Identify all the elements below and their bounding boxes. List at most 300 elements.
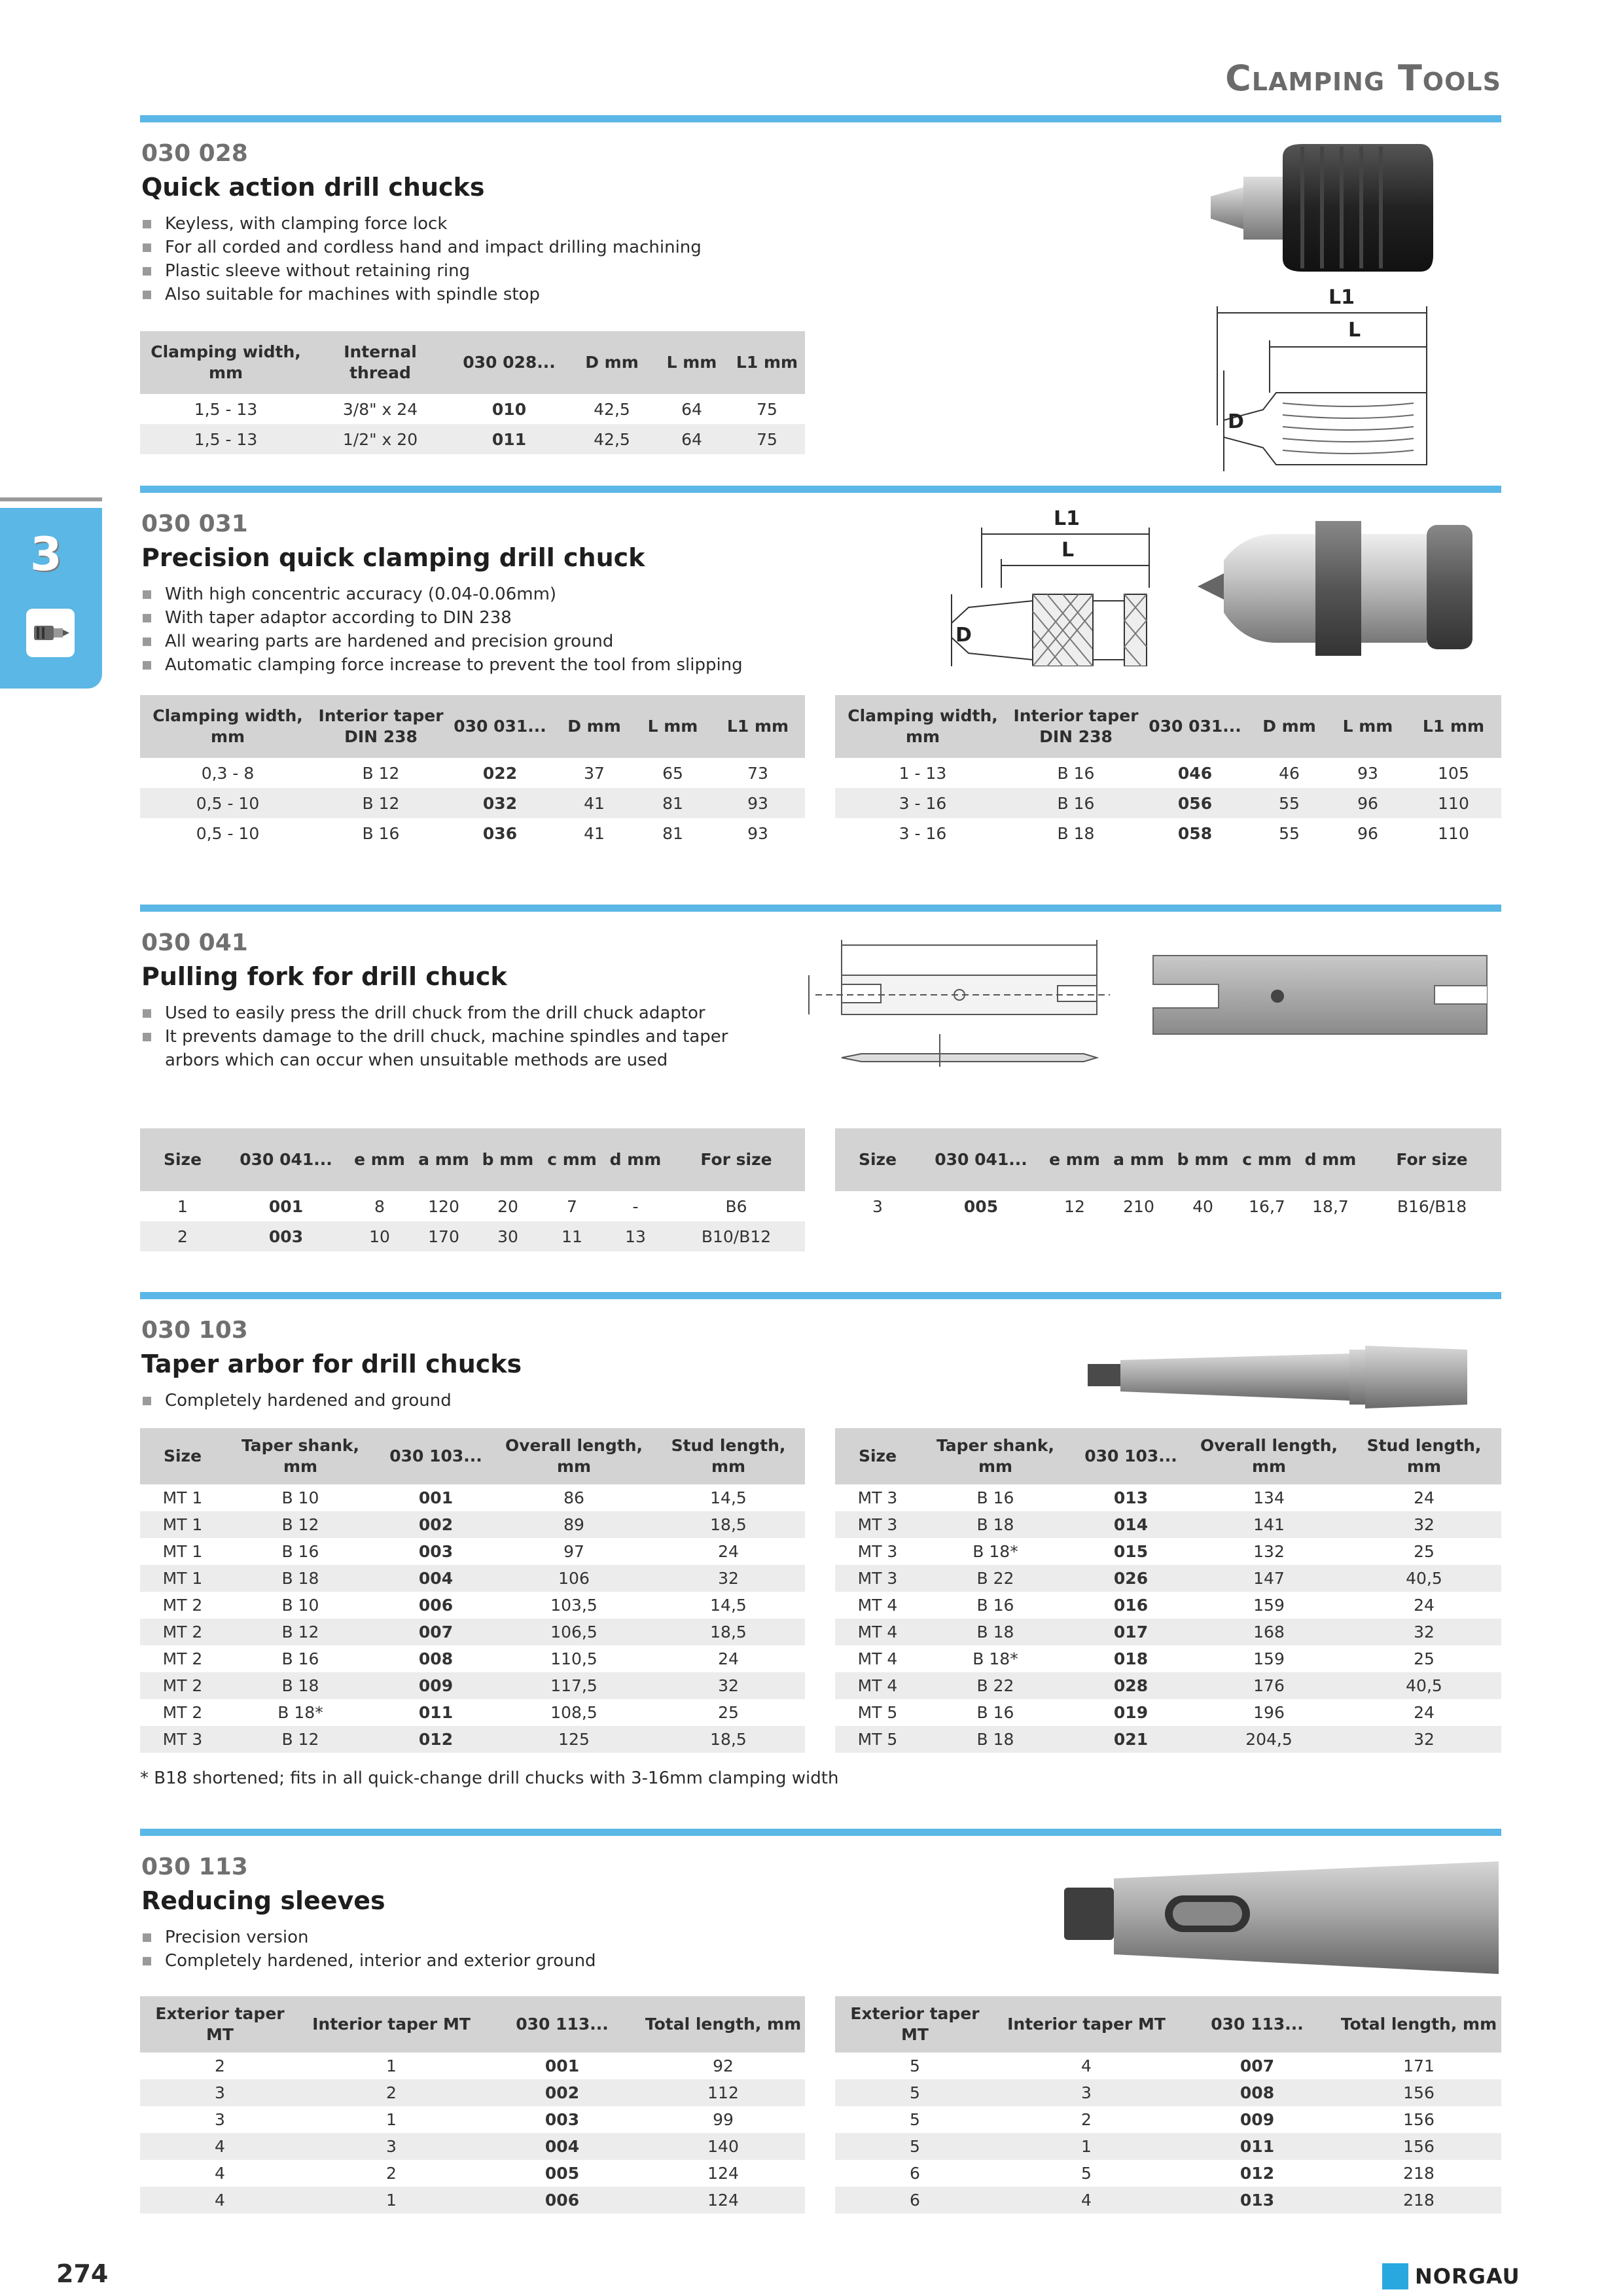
cell: 196 [1253,1703,1285,1722]
cell: 159 [1253,1596,1285,1615]
col-header: Size [140,1428,225,1484]
cell: 25 [718,1703,739,1722]
col-header: L mm [1330,695,1406,758]
cell: 89 [496,1511,652,1538]
col-header: Size [140,1128,225,1191]
article-number: 046 [1177,763,1213,783]
cell: 106,5 [496,1619,652,1645]
cell: 2 [386,2164,397,2183]
cell: 110,5 [550,1649,597,1668]
cell: - [632,1196,639,1216]
col-header: e mm [1042,1128,1107,1191]
cell: 32 [1347,1619,1501,1645]
article-code-028: 030 028 [141,140,248,167]
cell: 5 [1081,2164,1092,2183]
table-row [140,788,805,818]
table-row [140,758,805,788]
cell: B 16 [281,1649,319,1668]
cell: B16/B18 [1397,1196,1467,1216]
cell: 18,5 [652,1726,805,1753]
cell: 55 [1279,823,1300,843]
cell: 40,5 [1347,1565,1501,1592]
taper-arbor-photo [1081,1340,1474,1412]
article-number: 009 [376,1672,496,1699]
cell: 0,5 - 10 [196,823,260,843]
article-code-103: 030 103 [141,1317,248,1344]
article-number: 032 [446,788,554,818]
article-number: 019 [1113,1703,1149,1722]
col-header: Clamping width, mm [140,695,315,758]
article-number: 010 [491,399,527,419]
dim-label-d: D [1228,410,1244,433]
col-header: 030 028... [449,331,569,394]
feature-item: Completely hardened and ground [141,1389,452,1412]
table-row [140,1511,805,1538]
col-header: Size [835,1128,920,1191]
table-row [140,1592,805,1619]
feature-list-031 [141,583,743,677]
article-number: 001 [268,1196,304,1216]
side-tab-divider [0,497,102,501]
feature-item: With taper adaptor according to DIN 238 [141,606,743,630]
col-header: Size [835,1428,920,1484]
table-row [835,1619,1501,1645]
col-header: b mm [475,1128,541,1191]
table-row [835,1592,1501,1619]
cell: B 16 [976,1703,1014,1722]
cell: 1 [177,1196,188,1216]
cell: 1,5 - 13 [140,424,312,454]
col-header: Internal thread [312,331,449,394]
cell: B 18* [972,1649,1018,1668]
spec-table-028 [140,331,805,454]
cell: 81 [662,823,683,843]
cell: 4 [215,2164,225,2183]
col-header: Interior taper MT [995,1996,1178,2053]
article-title-113: Reducing sleeves [141,1886,385,1915]
table-row [835,2106,1501,2133]
cell: 120 [428,1196,459,1216]
article-number: 022 [482,763,518,783]
article-number: 058 [1177,823,1213,843]
article-number: 009 [1240,2110,1275,2129]
table-row [835,758,1501,788]
col-header: 030 041... [225,1128,347,1191]
article-title-028: Quick action drill chucks [141,173,485,202]
cell: 40 [1192,1196,1213,1216]
chapter-number: 3 [30,528,62,581]
table-row [140,2053,805,2079]
spec-table-103-left [140,1428,805,1753]
cell: 0,3 - 8 [201,763,255,783]
article-number: 008 [418,1649,454,1668]
col-header: For size [668,1128,805,1191]
cell: 125 [496,1726,652,1753]
table-row [140,1191,805,1221]
table-row [835,1565,1501,1592]
cell: 124 [641,2187,805,2214]
cell: MT 2 [162,1649,203,1668]
cell: 2 [1081,2110,1092,2129]
cell: B 18 [225,1565,376,1592]
cell: 75 [729,424,805,454]
cell: 140 [641,2133,805,2160]
col-header: Taper shank, mm [225,1428,376,1484]
cell: 168 [1191,1619,1347,1645]
cell: 32 [652,1565,805,1592]
page-header-title: Clamping Tools [1225,58,1501,99]
cell: 103,5 [550,1596,597,1615]
table-row [835,1672,1501,1699]
cell: 156 [1336,2133,1501,2160]
cell: 42,5 [569,424,654,454]
cell: 2 [300,2079,483,2106]
cell: 3 - 16 [899,823,947,843]
reducing-sleeve-photo [1060,1859,1505,1977]
cell: 2 [215,2056,225,2075]
cell: 210 [1123,1196,1154,1216]
article-number: 002 [483,2079,641,2106]
col-header: L mm [654,331,729,394]
col-header: a mm [412,1128,475,1191]
pulling-fork-photo [1147,949,1493,1047]
table-row [835,1538,1501,1565]
drill-chuck-icon [26,609,75,657]
table-row [140,1645,805,1672]
table-row [140,1221,805,1251]
footnote: * B18 shortened; fits in all quick-change drill chucks with 3-16mm clamping width [140,1768,839,1788]
table-row [140,1672,805,1699]
article-code-113: 030 113 [141,1854,248,1880]
cell: 93 [1357,763,1378,783]
cell: 2 [140,1221,225,1251]
cell: 73 [747,763,768,783]
col-header: Stud length, mm [1347,1428,1501,1484]
cell: B 12 [225,1619,376,1645]
col-header: c mm [541,1128,603,1191]
cell: 14,5 [710,1488,747,1507]
spec-table-041-left [140,1128,805,1251]
cell: B 18 [225,1672,376,1699]
col-header: e mm [347,1128,412,1191]
article-number: 001 [418,1488,454,1507]
article-number: 016 [1113,1596,1149,1615]
cell: 32 [652,1672,805,1699]
cell: MT 3 [835,1565,920,1592]
article-number: 011 [449,424,569,454]
page-number: 274 [56,2259,109,2288]
spec-table-103-right [835,1428,1501,1753]
article-number: 002 [376,1511,496,1538]
dimension-drawing-028 [1204,281,1440,471]
cell: MT 4 [857,1596,898,1615]
cell: 3/8" x 24 [342,399,418,419]
cell: 218 [1336,2187,1501,2214]
col-header: 030 031... [1141,695,1249,758]
table-row [835,788,1501,818]
cell: 99 [713,2110,734,2129]
article-number: 015 [1113,1542,1149,1561]
article-number: 004 [376,1565,496,1592]
article-number: 007 [376,1619,496,1645]
feature-list-028 [141,212,702,306]
cell: 24 [1414,1703,1435,1722]
cell: B 22 [920,1565,1071,1592]
col-header: Interior taper DIN 238 [1010,695,1141,758]
cell: 11 [541,1221,603,1251]
cell: 41 [584,823,605,843]
cell: 4 [140,2187,300,2214]
table-row [140,424,805,454]
table-row [140,1538,805,1565]
table-row [140,1484,805,1511]
article-number: 011 [1178,2133,1336,2160]
article-number: 001 [544,2056,580,2075]
cell: 64 [654,424,729,454]
cell: MT 2 [140,1672,225,1699]
article-number: 006 [483,2187,641,2214]
article-number: 003 [418,1542,454,1561]
cell: 159 [1253,1649,1285,1668]
table-row [140,818,805,848]
cell: 1 [386,2110,397,2129]
table-row [140,1565,805,1592]
cell: 92 [713,2056,734,2075]
table-row [140,2079,805,2106]
cell: B 16 [1010,788,1141,818]
feature-item: Automatic clamping force increase to prevent the tool from slipping [141,653,743,677]
cell: 41 [554,788,635,818]
col-header: Interior taper DIN 238 [315,695,446,758]
cell: B 10 [281,1488,319,1507]
feature-item: Used to easily press the drill chuck from the drill chuck adaptor [141,1001,783,1025]
table-row [835,1645,1501,1672]
section-rule-028 [140,115,1501,122]
cell: 134 [1253,1488,1285,1507]
article-number: 021 [1071,1726,1191,1753]
article-number: 003 [544,2110,580,2129]
feature-item: Plastic sleeve without retaining ring [141,259,702,283]
cell: MT 3 [857,1542,898,1561]
cell: 1 [995,2133,1178,2160]
article-code-031: 030 031 [141,511,248,537]
table-row [140,2106,805,2133]
dim-label-l: L [1061,539,1075,562]
brand-logo[interactable] [1382,2263,1520,2289]
cell: 1,5 - 13 [194,399,258,419]
col-header: 030 103... [1071,1428,1191,1484]
feature-list-103 [141,1389,452,1412]
cell: MT 2 [140,1619,225,1645]
article-number: 013 [1178,2187,1336,2214]
cell: B 12 [362,763,400,783]
cell: 81 [635,788,711,818]
cell: 46 [1279,763,1300,783]
cell: MT 2 [162,1596,203,1615]
col-header: b mm [1170,1128,1236,1191]
cell: 141 [1191,1511,1347,1538]
cell: 108,5 [550,1703,597,1722]
feature-item: It prevents damage to the drill chuck, machine spindles and taper arbors which can occur when unsuitable methods are used [141,1025,783,1072]
cell: 5 [910,2056,920,2075]
cell: B 18* [972,1542,1018,1561]
col-header: L mm [635,695,711,758]
article-number: 056 [1141,788,1249,818]
cell: 37 [584,763,605,783]
cell: 6 [835,2187,995,2214]
logo-square-icon [1382,2263,1408,2289]
col-header: Exterior taper MT [835,1996,995,2053]
article-number: 017 [1071,1619,1191,1645]
cell: B 16 [281,1542,319,1561]
cell: 147 [1191,1565,1347,1592]
col-header: Interior taper MT [300,1996,483,2053]
cell: B 16 [1057,763,1095,783]
col-header: Exterior taper MT [140,1996,300,2053]
article-number: 005 [963,1196,999,1216]
table-row [140,2133,805,2160]
feature-item: Keyless, with clamping force lock [141,212,702,236]
cell: 3 [300,2133,483,2160]
cell: 124 [707,2164,739,2183]
dimension-drawing-031 [942,509,1165,666]
table-row [835,1191,1501,1221]
cell: 55 [1249,788,1330,818]
col-header: Total length, mm [1336,1996,1501,2053]
pulling-fork-drawing [802,936,1110,1086]
cell: 204,5 [1191,1726,1347,1753]
cell: 156 [1336,2079,1501,2106]
article-number: 012 [1240,2164,1275,2183]
col-header: D mm [554,695,635,758]
cell: 8 [374,1196,385,1216]
cell: 42,5 [594,399,630,419]
cell: 30 [475,1221,541,1251]
cell: 13 [603,1221,668,1251]
cell: 1 [386,2056,397,2075]
cell: 86 [563,1488,584,1507]
col-header: Stud length, mm [652,1428,805,1484]
table-row [835,1511,1501,1538]
cell: B 12 [225,1726,376,1753]
col-header: For size [1363,1128,1501,1191]
cell: B 18 [920,1511,1071,1538]
article-number: 006 [418,1596,454,1615]
cell: MT 2 [162,1703,203,1722]
cell: 156 [1403,2110,1435,2129]
cell: 6 [910,2164,920,2183]
cell: B 18* [277,1703,323,1722]
cell: MT 4 [857,1649,898,1668]
table-row [835,2187,1501,2214]
article-title-103: Taper arbor for drill chucks [141,1350,522,1378]
col-header: c mm [1236,1128,1298,1191]
cell: 24 [1414,1488,1435,1507]
feature-item: Completely hardened, interior and exterior ground [141,1949,596,1973]
col-header: L1 mm [729,331,805,394]
cell: 7 [567,1196,577,1216]
table-row [140,2160,805,2187]
cell: 25 [1414,1649,1435,1668]
col-header: 030 041... [920,1128,1042,1191]
col-header: Clamping width, mm [140,331,312,394]
cell: 170 [412,1221,475,1251]
cell: 218 [1403,2164,1435,2183]
table-row [140,1699,805,1726]
col-header: Overall length, mm [1191,1428,1347,1484]
cell: 110 [1438,823,1469,843]
cell: MT 4 [835,1619,920,1645]
article-number: 008 [1178,2079,1336,2106]
cell: 10 [347,1221,412,1251]
cell: MT 3 [857,1488,898,1507]
feature-list-113 [141,1926,596,1973]
cell: 12 [1064,1196,1085,1216]
table-row [835,818,1501,848]
col-header: Total length, mm [641,1996,805,2053]
spec-table-031-right [835,695,1501,848]
precision-chuck-photo [1191,508,1479,665]
table-row [835,1726,1501,1753]
cell: B 18 [920,1619,1071,1645]
spec-table-031-left [140,695,805,848]
cell: 65 [662,763,683,783]
article-title-031: Precision quick clamping drill chuck [141,543,645,572]
cell: 97 [563,1542,584,1561]
table-row [140,2187,805,2214]
cell: 40,5 [1347,1672,1501,1699]
cell: 18,5 [652,1511,805,1538]
quick-chuck-photo [1204,137,1440,281]
feature-list-041 [141,1001,783,1072]
cell: 3 [215,2110,225,2129]
col-header: 030 103... [376,1428,496,1484]
section-rule-031 [140,486,1501,493]
cell: B 12 [225,1511,376,1538]
section-rule-103 [140,1292,1501,1299]
cell: 25 [1414,1542,1435,1561]
table-row [835,1484,1501,1511]
cell: 14,5 [710,1596,747,1615]
cell: 24 [718,1649,739,1668]
col-header: L1 mm [711,695,805,758]
cell: 32 [1347,1726,1501,1753]
cell: 176 [1191,1672,1347,1699]
cell: MT 1 [140,1511,225,1538]
cell: MT 1 [140,1565,225,1592]
table-row [140,1726,805,1753]
col-header: Taper shank, mm [920,1428,1071,1484]
cell: 64 [681,399,702,419]
cell: 20 [497,1196,518,1216]
spec-table-113-left [140,1996,805,2214]
cell: 96 [1330,788,1406,818]
col-header: 030 113... [483,1996,641,2053]
logo-text: NORGAU [1415,2264,1520,2289]
cell: 1 - 13 [899,763,947,783]
cell: B6 [725,1196,747,1216]
feature-item: Also suitable for machines with spindle stop [141,283,702,306]
spec-table-041-right [835,1128,1501,1221]
cell: B 18 [1057,823,1095,843]
cell: MT 5 [857,1703,898,1722]
cell: 3 - 16 [835,788,1010,818]
col-header: L1 mm [1406,695,1501,758]
cell: 32 [1347,1511,1501,1538]
cell: B 22 [920,1672,1071,1699]
col-header: D mm [1249,695,1330,758]
cell: 1/2" x 20 [312,424,449,454]
